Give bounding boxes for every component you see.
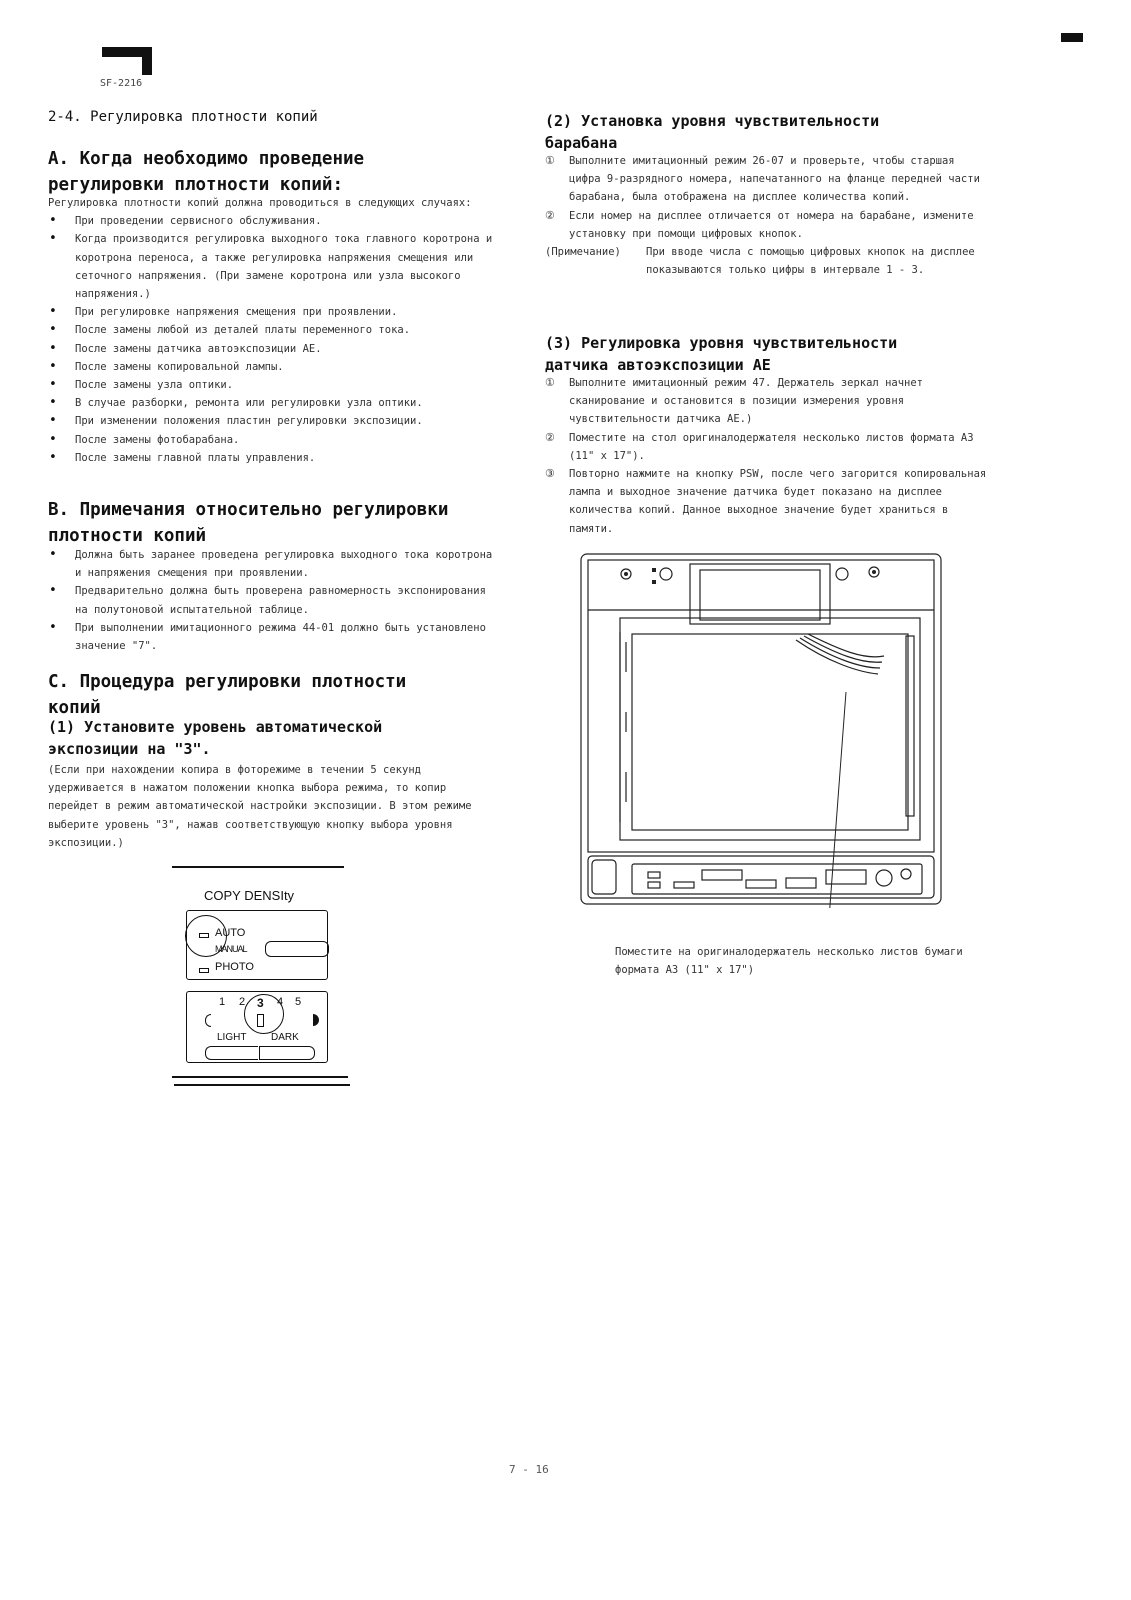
list-item: • После замены любой из деталей платы переменного тока. bbox=[48, 321, 503, 339]
light-label: LIGHT bbox=[217, 1032, 247, 1043]
list-item: • После замены копировальной лампы. bbox=[48, 358, 503, 376]
list-item: • При проведении сервисного обслуживания. bbox=[48, 212, 503, 230]
step1-text: (Если при нахождении копира в фоторежиме в течении 5 секунд удерживается в нажатом положении кнопка выбора режима, то копир перейдет в режим автоматической настройки экспозиции. В этом режиме выберите уровень "3", нажав соответствующую кнопку выбора уровня экспозиции.) bbox=[48, 764, 472, 849]
level-3: 3 bbox=[257, 996, 264, 1010]
section-b-list bbox=[48, 546, 503, 655]
light-half-icon bbox=[205, 1014, 211, 1027]
step-number: ② bbox=[545, 430, 555, 444]
light-button[interactable] bbox=[205, 1046, 258, 1060]
copy-density-panel bbox=[172, 866, 352, 1091]
copier-illustration bbox=[578, 552, 944, 908]
list-item: • Предварительно должна быть проверена равномерность экспонирования на полутоновой испытательной таблице. bbox=[48, 582, 503, 618]
list-item: • Должна быть заранее проведена регулировка выходного тока коротрона и напряжения смещения при проявлении. bbox=[48, 546, 503, 582]
list-item: • При выполнении имитационного режима 44-01 должно быть установлено значение "7". bbox=[48, 619, 503, 655]
heading-b: B. Примечания относительно регулировки плотности копий bbox=[48, 500, 449, 546]
photo-indicator-icon bbox=[199, 968, 209, 973]
list-item bbox=[545, 429, 991, 465]
dark-label: DARK bbox=[271, 1032, 299, 1043]
page-number: 7 - 16 bbox=[509, 1463, 549, 1476]
panel-title: COPY DENSIty bbox=[204, 888, 295, 903]
section-b-body bbox=[48, 546, 503, 655]
list-item: • После замены датчика автоэкспозиции AE. bbox=[48, 340, 503, 358]
level-1: 1 bbox=[219, 996, 226, 1008]
dark-half-icon bbox=[313, 1014, 319, 1026]
list-item: • Когда производится регулировка выходного тока главного коротрона и коротрона переноса, а также регулировка напряжения смещения или сеточного напряжения. (При замене коротрона или узла высокого напряжения.) bbox=[48, 230, 503, 303]
step-text: Повторно нажмите на кнопку PSW, после чего загорится копировальная лампа и выходное значение датчика будет показано на дисплее количества копий. Данное выходное значение будет храниться в памяти. bbox=[569, 468, 987, 535]
corner-mark bbox=[1061, 33, 1083, 42]
list-item: • После замены фотобарабана. bbox=[48, 431, 503, 449]
dark-button[interactable] bbox=[259, 1046, 315, 1060]
start-button-icon bbox=[876, 870, 892, 886]
level-5: 5 bbox=[295, 996, 302, 1008]
section-2-body bbox=[545, 152, 991, 279]
heading-a: А. Когда необходимо проведение регулировки плотности копий: bbox=[48, 149, 365, 195]
step-text: Выполните имитационный режим 47. Держатель зеркал начнет сканирование и остановится в позиции измерения уровня чувствительности датчика AE.) bbox=[569, 377, 924, 426]
mode-photo: PHOTO bbox=[215, 961, 254, 973]
list-item: • После замены главной платы управления. bbox=[48, 449, 503, 467]
list-item bbox=[545, 465, 991, 538]
screw-icon bbox=[836, 568, 848, 580]
level-3-circle bbox=[244, 994, 284, 1034]
list-item: • После замены узла оптики. bbox=[48, 376, 503, 394]
step-text: Выполните имитационный режим 26-07 и проверьте, чтобы старшая цифра 9-разрядного номера, напечатанного на фланце передней части барабана, была отображена на дисплее количества копий. bbox=[569, 155, 980, 204]
heading-c: С. Процедура регулировки плотности копий bbox=[48, 672, 407, 718]
dial-icon bbox=[901, 869, 911, 879]
section-a-list bbox=[48, 212, 503, 467]
note bbox=[545, 243, 991, 279]
step-text: Поместите на стол оригиналодержателя несколько листов формата А3 (11" x 17"). bbox=[569, 431, 974, 462]
step1-title: (1) Установите уровень автоматической экспозиции на "3". bbox=[48, 718, 383, 758]
screw-icon bbox=[660, 568, 672, 580]
level-2: 2 bbox=[239, 996, 246, 1008]
mode-box bbox=[186, 910, 328, 980]
heading-2: (2) Установка уровня чувствительности барабана bbox=[545, 112, 880, 152]
model-label: SF-2216 bbox=[100, 78, 143, 89]
level-4: 4 bbox=[277, 996, 284, 1008]
note-text: При вводе числа с помощью цифровых кнопок на дисплее показываются только цифры в интервале 1 - 3. bbox=[646, 246, 975, 277]
step-text: Если номер на дисплее отличается от номера на барабане, измените установку при помощи цифровых кнопок. bbox=[569, 209, 974, 240]
header-logo bbox=[102, 44, 154, 74]
manual-button[interactable] bbox=[265, 941, 329, 957]
step-number: ② bbox=[545, 208, 555, 222]
list-item: • При регулировке напряжения смещения при проявлении. bbox=[48, 303, 503, 321]
figure-caption: Поместите на оригиналодержатель несколько листов бумаги формата А3 (11" x 17") bbox=[615, 946, 963, 977]
step-number: ① bbox=[545, 154, 555, 167]
list-item bbox=[545, 207, 991, 243]
section-3-body bbox=[545, 374, 991, 538]
list-item bbox=[545, 152, 991, 207]
step-number: ③ bbox=[545, 467, 555, 481]
step-number: ① bbox=[545, 376, 555, 389]
level-box bbox=[186, 991, 328, 1063]
section-title: 2-4. Регулировка плотности копий bbox=[48, 109, 318, 125]
note-label: (Примечание) bbox=[545, 246, 621, 259]
level-indicator-icon bbox=[257, 1014, 264, 1027]
mode-auto: AUTO bbox=[215, 927, 246, 939]
mode-manual: MANUAL bbox=[215, 944, 247, 954]
list-item: • В случае разборки, ремонта или регулировки узла оптики. bbox=[48, 394, 503, 412]
section-a-intro: Регулировка плотности копий должна проводиться в следующих случаях: bbox=[48, 197, 472, 209]
heading-3: (3) Регулировка уровня чувствительности датчика автоэкспозиции AE bbox=[545, 334, 898, 374]
section-a-body bbox=[48, 194, 503, 467]
list-item: • При изменении положения пластин регулировки экспозиции. bbox=[48, 412, 503, 430]
list-item bbox=[545, 374, 991, 429]
